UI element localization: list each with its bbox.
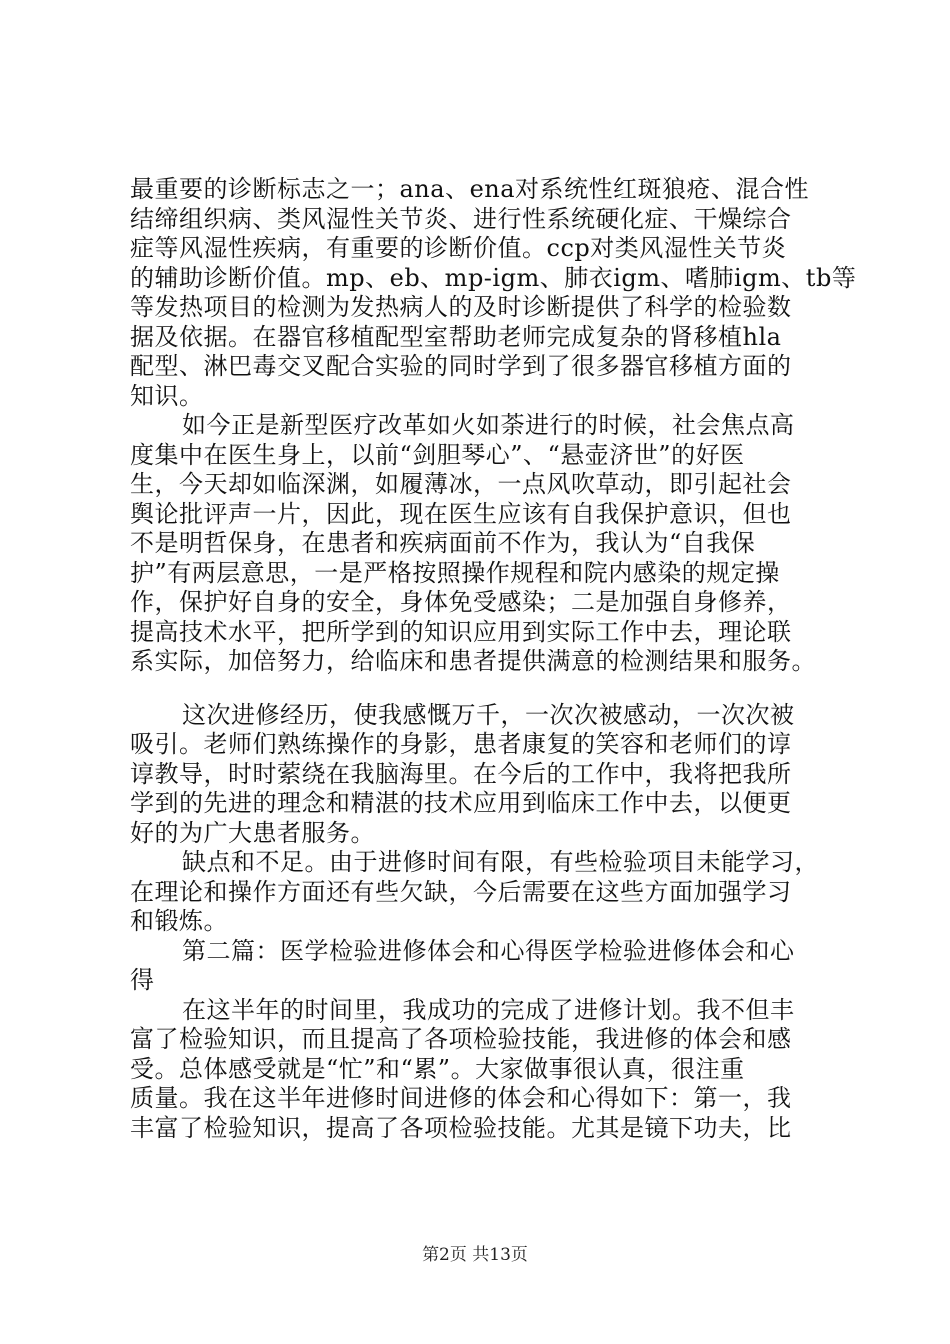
text-line: 不是明哲保身，在患者和疾病面前不作为，我认为“自我保 xyxy=(130,529,756,557)
paragraph xyxy=(130,411,830,677)
text-line: 如今正是新型医疗改革如火如荼进行的时候，社会焦点高 xyxy=(182,411,795,439)
text-line: 这次进修经历，使我感慨万千，一次次被感动，一次次被 xyxy=(182,700,795,729)
text-line: 最重要的诊断标志之一；ana、ena对系统性红斑狼疮、混合性 xyxy=(130,175,810,203)
text-line: 质量。我在这半年进修时间进修的体会和心得如下：第一，我 xyxy=(130,1084,792,1112)
text-line: 知识。 xyxy=(130,381,204,410)
text-line: 学到的先进的理念和精湛的技术应用到临床工作中去，以便更 xyxy=(130,789,792,817)
text-line: 的辅助诊断价值。mp、eb、mp-igm、肺衣igm、嗜肺igm、tb等 xyxy=(130,263,857,292)
text-line: 结缔组织病、类风湿性关节炎、进行性系统硬化症、干燥综合 xyxy=(130,204,792,233)
text-line: 得 xyxy=(130,966,155,994)
document-body xyxy=(130,175,857,1143)
text-line: 提高技术水平，把所学到的知识应用到实际工作中去，理论联 xyxy=(130,617,792,646)
paragraph xyxy=(130,996,830,1144)
text-line: 好的为广大患者服务。 xyxy=(130,818,375,847)
text-line: 据及依据。在器官移植配型室帮助老师完成复杂的肾移植hla xyxy=(130,322,782,351)
text-line: 配型、淋巴毒交叉配合实验的同时学到了很多器官移植方面的 xyxy=(130,352,792,380)
text-line: 作，保护好自身的安全，身体免受感染；二是加强自身修养， xyxy=(130,588,792,616)
text-line: 系实际，加倍努力，给临床和患者提供满意的检测结果和服务。 xyxy=(130,647,816,675)
text-line: 缺点和不足。由于进修时间有限，有些检验项目未能学习， xyxy=(182,848,819,876)
text-line: 丰富了检验知识，提高了各项检验技能。尤其是镜下功夫，比 xyxy=(130,1113,792,1142)
page-number-footer: 第2页 共13页 xyxy=(422,1245,528,1265)
paragraph-spacer xyxy=(130,677,830,701)
text-line: 吸引。老师们熟练操作的身影，患者康复的笑容和老师们的谆 xyxy=(130,730,792,758)
text-line: 舆论批评声一片，因此，现在医生应该有自我保护意识，但也 xyxy=(130,499,792,528)
text-line: 在理论和操作方面还有些欠缺，今后需要在这些方面加强学习 xyxy=(130,877,792,906)
text-line: 度集中在医生身上，以前“剑胆琴心”、“悬壶济世”的好医 xyxy=(130,440,745,469)
text-line: 富了检验知识，而且提高了各项检验技能，我进修的体会和感 xyxy=(130,1025,792,1053)
paragraph xyxy=(130,175,857,411)
text-line: 症等风湿性疾病，有重要的诊断价值。ccp对类风湿性关节炎 xyxy=(130,234,787,262)
paragraph xyxy=(130,848,830,937)
text-line: 等发热项目的检测为发热病人的及时诊断提供了科学的检验数 xyxy=(130,293,792,321)
text-line: 护”有两层意思，一是严格按照操作规程和院内感染的规定操 xyxy=(130,558,780,587)
text-line: 生，今天却如临深渊，如履薄冰，一点风吹草动，即引起社会 xyxy=(130,470,792,498)
text-line: 和锻炼。 xyxy=(130,907,228,935)
text-line: 谆教导，时时萦绕在我脑海里。在今后的工作中，我将把我所 xyxy=(130,759,792,788)
section-heading xyxy=(130,937,830,996)
paragraph xyxy=(130,701,830,849)
text-line: 在这半年的时间里，我成功的完成了进修计划。我不但丰 xyxy=(182,995,795,1024)
text-line: 受。总体感受就是“忙”和“累”。大家做事很认真，很注重 xyxy=(130,1054,745,1083)
text-line: 第二篇：医学检验进修体会和心得医学检验进修体会和心 xyxy=(182,936,795,965)
